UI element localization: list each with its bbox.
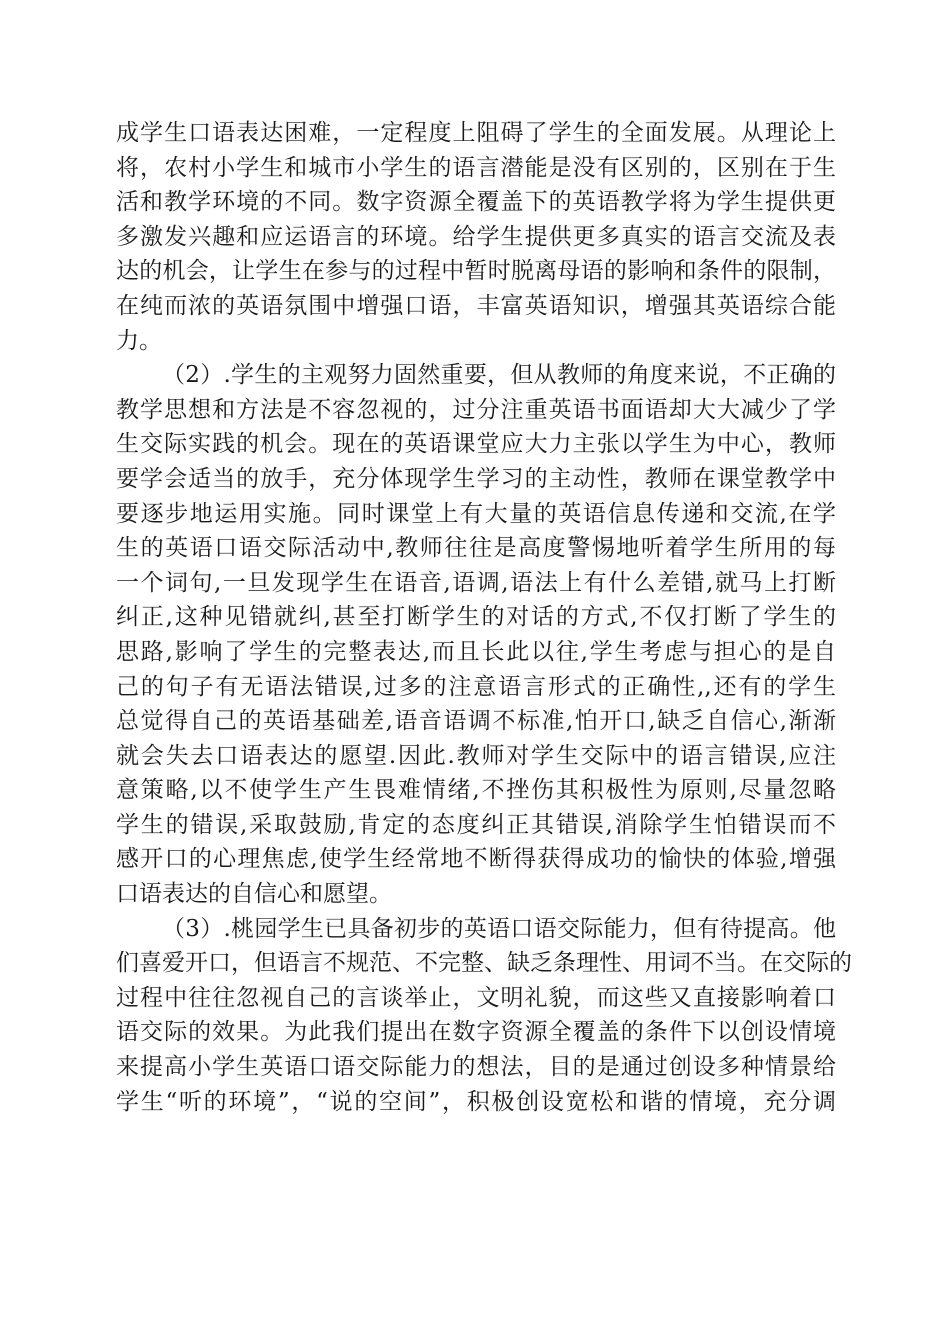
text-line: 过程中往往忽视自己的言谈举止，文明礼貌，而这些又直接影响着口 xyxy=(116,984,836,1011)
text-line: 成学生口语表达困难，一定程度上阻碍了学生的全面发展。从理论上 xyxy=(116,120,836,146)
text-line: 学生“听的环境”，“说的空间”，积极创设宽松和谐的情境，充分调 xyxy=(116,1088,836,1115)
text-line: 活和教学环境的不同。数字资源全覆盖下的英语教学将为学生提供更 xyxy=(116,189,836,216)
text-line: 就会失去口语表达的愿望.因此.教师对学生交际中的语言错误,应注 xyxy=(116,742,836,769)
text-line: 思路,影响了学生的完整表达,而且长此以往,学生考虑与担心的是自 xyxy=(116,638,836,665)
text-line: 意策略,以不使学生产生畏难情绪,不挫伤其积极性为原则,尽量忽略 xyxy=(116,777,836,804)
text-line: 纠正,这种见错就纠,甚至打断学生的对话的方式,不仅打断了学生的 xyxy=(116,604,836,631)
text-line: 将，农村小学生和城市小学生的语言潜能是没有区别的，区别在于生 xyxy=(116,154,836,181)
text-line: （2）.学生的主观努力固然重要，但从教师的角度来说，不正确的 xyxy=(162,362,836,389)
text-line: 总觉得自己的英语基础差,语音语调不标准,怕开口,缺乏自信心,渐渐 xyxy=(116,708,836,735)
text-line: 感开口的心理焦虑,使学生经常地不断得获得成功的愉快的体验,增强 xyxy=(116,846,836,873)
text-line: 来提高小学生英语口语交际能力的想法，目的是通过创设多种情景给 xyxy=(116,1054,836,1081)
text-line: 们喜爱开口，但语言不规范、不完整、缺乏条理性、用词不当。在交际的 xyxy=(116,950,852,977)
text-line: 语交际的效果。为此我们提出在数字资源全覆盖的条件下以创设情境 xyxy=(116,1019,836,1046)
text-line: 在纯而浓的英语氛围中增强口语，丰富英语知识，增强其英语综合能 xyxy=(116,292,836,319)
text-line: 一个词句,一旦发现学生在语音,语调,语法上有什么差错,就马上打断 xyxy=(116,569,836,596)
paragraph-3 xyxy=(116,912,852,1120)
text-line: 要逐步地运用实施。同时课堂上有大量的英语信息传递和交流,在学 xyxy=(116,500,836,527)
text-line: 力。 xyxy=(116,327,162,354)
text-line: （3）.桃园学生已具备初步的英语口语交际能力，但有待提高。他 xyxy=(162,915,836,942)
text-line: 多激发兴趣和应运语言的环境。给学生提供更多真实的语言交流及表 xyxy=(116,223,836,250)
text-line: 要学会适当的放手，充分体现学生学习的主动性，教师在课堂教学中 xyxy=(116,465,836,492)
text-line: 生的英语口语交际活动中,教师往往是高度警惕地听着学生所用的每 xyxy=(116,535,836,562)
text-line: 生交际实践的机会。现在的英语课堂应大力主张以学生为中心，教师 xyxy=(116,431,836,458)
text-line: 教学思想和方法是不容忽视的，过分注重英语书面语却大大减少了学 xyxy=(116,396,836,423)
text-line: 达的机会，让学生在参与的过程中暂时脱离母语的影响和条件的限制， xyxy=(116,258,836,285)
paragraph-1 xyxy=(116,116,836,358)
paragraph-2 xyxy=(116,358,836,912)
document-body xyxy=(116,116,852,1119)
text-line: 口语表达的自信心和愿望。 xyxy=(116,881,392,908)
text-line: 学生的错误,采取鼓励,肯定的态度纠正其错误,消除学生怕错误而不 xyxy=(116,811,836,838)
text-line: 己的句子有无语法错误,过多的注意语言形式的正确性,,还有的学生 xyxy=(116,673,836,700)
